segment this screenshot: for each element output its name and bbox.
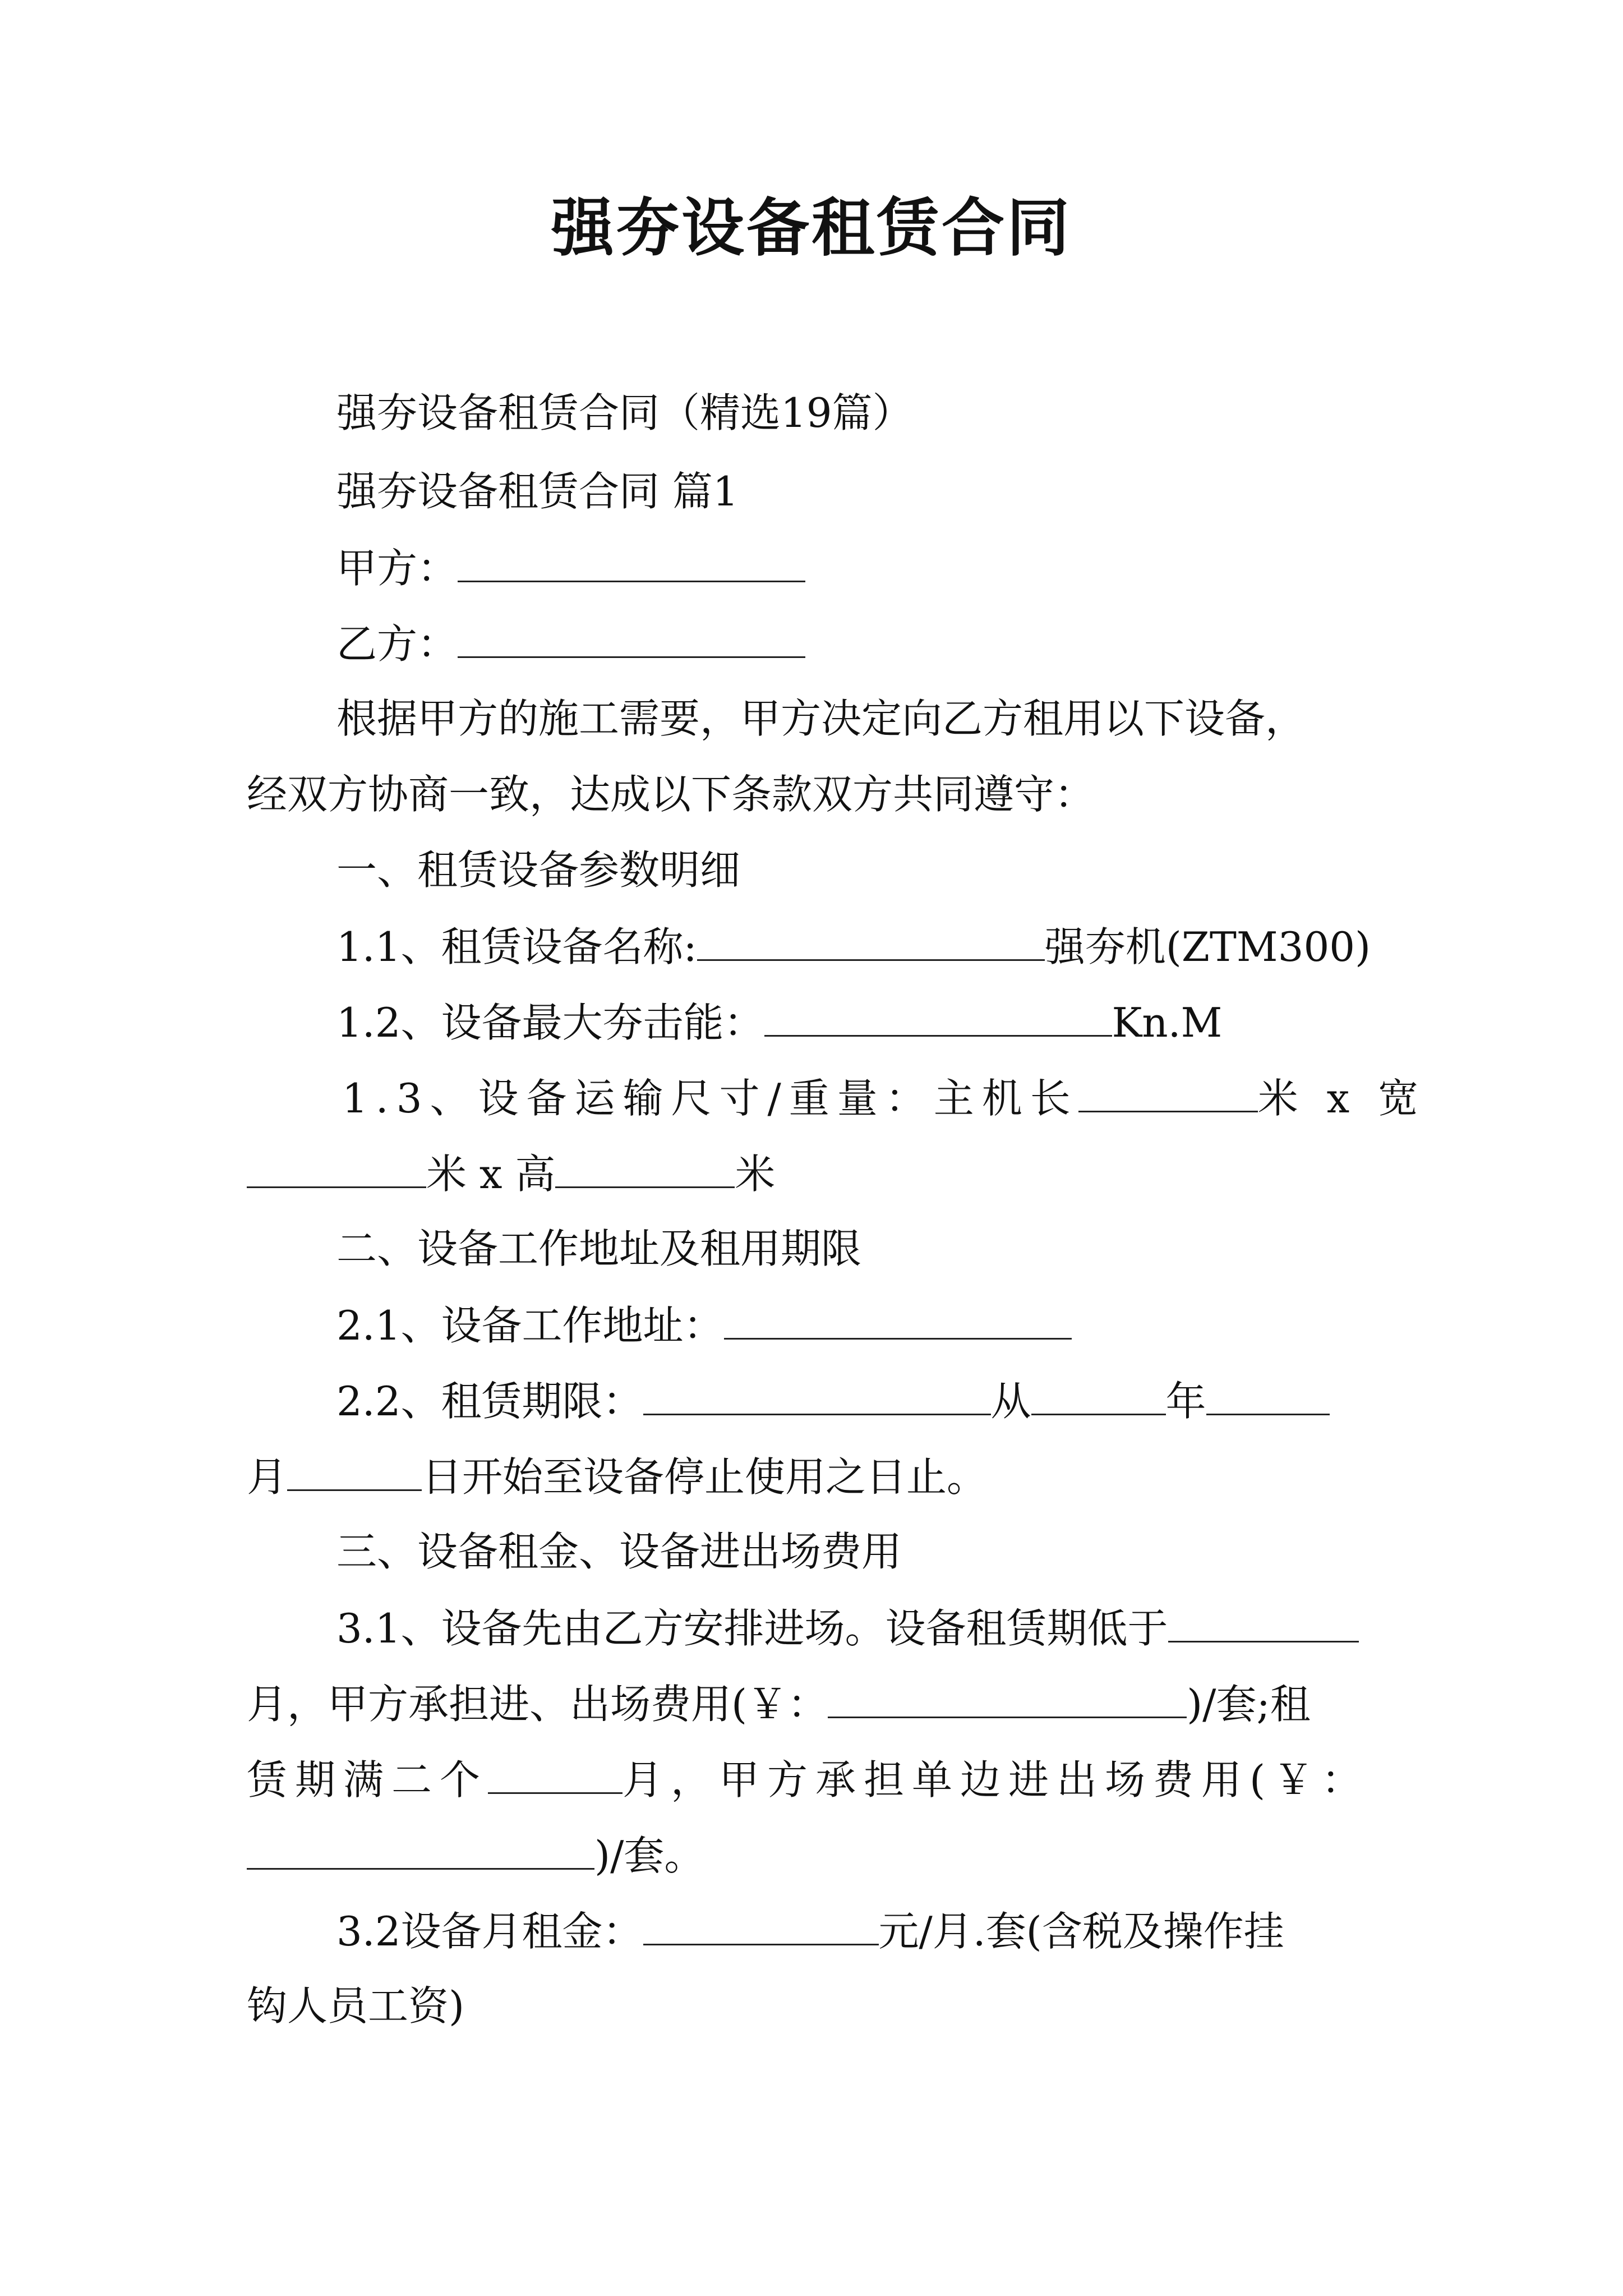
item-1-3-length-blank <box>1078 1077 1258 1112</box>
item-2-1 <box>336 1302 1072 1349</box>
item-3-2-rent-blank <box>643 1910 879 1945</box>
party-b-label: 乙方： <box>336 620 458 668</box>
item-1-3-continued <box>247 1151 776 1198</box>
document-title: 强夯设备租赁合同 <box>551 191 1072 265</box>
party-a-blank <box>458 547 805 582</box>
section-heading: 强夯设备租赁合同 篇1 <box>336 468 739 515</box>
item-1-1-blank <box>697 926 1045 961</box>
party-b-line <box>336 620 805 668</box>
item-1-3-mi: 米 <box>1257 1075 1306 1122</box>
item-2-2-label: 2.2、租赁期限： <box>336 1378 643 1425</box>
section-3-heading: 三、设备租金、设备进出场费用 <box>336 1528 902 1575</box>
item-1-2-label: 1.2、设备最大夯击能： <box>336 999 764 1046</box>
item-1-3-width-blank <box>247 1153 426 1188</box>
item-3-1-period-blank <box>1168 1607 1359 1642</box>
item-3-1-text-b: 月，甲方承担进、出场费用(￥： <box>247 1681 828 1728</box>
item-3-1-text-e: 月，甲方承担单边进出场费用(￥： <box>623 1756 1370 1803</box>
item-3-1-text-a: 3.1、设备先由乙方安排进场。设备租赁期低于 <box>336 1605 1168 1652</box>
section-2-heading: 二、设备工作地址及租用期限 <box>336 1225 862 1272</box>
item-3-1-text-f: )/套。 <box>594 1832 705 1879</box>
item-3-2 <box>336 1908 1284 1955</box>
item-2-2-nian: 年 <box>1165 1378 1206 1425</box>
item-3-2-label: 3.2设备月租金： <box>336 1908 643 1955</box>
item-2-1-label: 2.1、设备工作地址： <box>336 1302 724 1349</box>
item-1-1 <box>336 923 1371 970</box>
item-2-1-blank <box>724 1304 1072 1340</box>
item-2-2-day-blank <box>287 1456 422 1491</box>
item-1-2-unit: Kn.M <box>1112 999 1223 1046</box>
item-3-1-line-3 <box>247 1756 1370 1803</box>
document-subtitle: 强夯设备租赁合同（精选19篇） <box>336 389 913 436</box>
item-3-1-line-2 <box>247 1681 1311 1728</box>
party-a-line <box>336 545 805 592</box>
item-3-1-months-blank <box>488 1759 623 1794</box>
item-3-1-text-d: 赁期满二个 <box>247 1756 488 1803</box>
item-1-3-mi-x-gao: 米 x 高 <box>426 1151 556 1198</box>
item-3-1-line-1 <box>336 1605 1359 1652</box>
item-2-2-yue: 月 <box>247 1453 288 1501</box>
item-2-2-year-blank <box>1031 1380 1166 1415</box>
item-1-3-x-kuan: x 宽 <box>1326 1075 1427 1122</box>
party-a-label: 甲方： <box>336 545 458 592</box>
item-1-1-value: 强夯机(ZTM300) <box>1044 923 1371 970</box>
item-1-3-mi-end: 米 <box>735 1151 776 1198</box>
item-1-3-height-blank <box>555 1153 735 1188</box>
item-2-2-month-blank <box>1206 1380 1330 1415</box>
item-3-2-unit: 元/月.套(含税及操作挂 <box>878 1908 1284 1955</box>
item-3-1-text-c: )/套;租 <box>1187 1681 1311 1728</box>
section-1-heading: 一、租赁设备参数明细 <box>336 846 741 894</box>
item-3-1-fee-blank <box>828 1683 1187 1718</box>
intro-line-1: 根据甲方的施工需要，甲方决定向乙方租用以下设备， <box>336 695 1306 742</box>
item-3-2-tail: 钩人员工资) <box>247 1982 465 2030</box>
item-1-2-blank <box>764 1001 1112 1037</box>
party-b-blank <box>458 623 805 658</box>
item-2-2-term-blank <box>643 1380 991 1415</box>
item-2-2-cong: 从 <box>990 1378 1031 1425</box>
item-2-2-continued <box>247 1453 988 1501</box>
item-2-2-tail: 日开始至设备停止使用之日止。 <box>422 1453 988 1501</box>
item-1-1-label: 1.1、租赁设备名称: <box>336 923 697 970</box>
item-1-3-label: 1.3、设备运输尺寸/重量：主机长 <box>342 1075 1078 1122</box>
item-2-2 <box>336 1378 1330 1425</box>
intro-line-2: 经双方协商一致，达成以下条款双方共同遵守： <box>247 771 1095 818</box>
item-1-2 <box>336 999 1223 1046</box>
item-1-3 <box>342 1075 1427 1122</box>
item-3-1-single-fee-blank <box>247 1834 594 1870</box>
item-3-1-line-4 <box>247 1832 705 1879</box>
